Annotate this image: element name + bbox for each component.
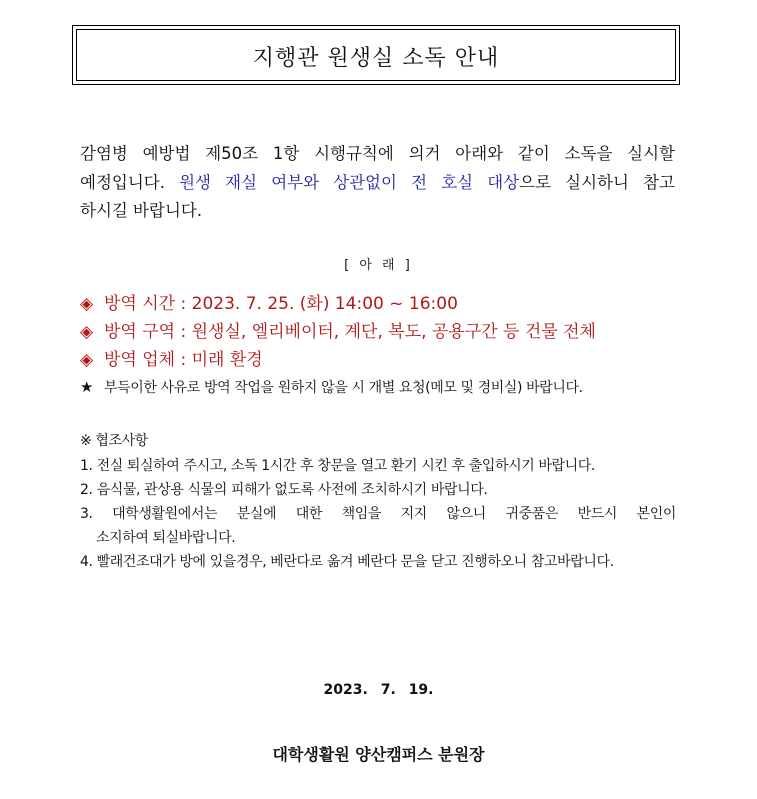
- info-list: [80, 290, 700, 399]
- info-item-company: [80, 346, 700, 374]
- document-date: 2023. 7. 19.: [323, 682, 434, 698]
- info-item-time: [80, 290, 700, 318]
- cooperation-item: 2. 음식물, 관상용 식물의 피해가 없도록 사전에 조치하시기 바랍니다.: [80, 482, 488, 498]
- intro-line-2: [80, 169, 675, 198]
- intro-line-2-start: 예정입니다.: [80, 172, 180, 192]
- cooperation-item: 3. 대학생활원에서는 분실에 대한 책임을 지지 않으니 귀중품은 반드시 본인이: [80, 506, 676, 522]
- signature: 대학생활원 양산캠퍼스 분원장: [272, 745, 485, 764]
- page-title: 지행관 원생실 소독 안내: [252, 46, 500, 71]
- notice-heading: [ 아 래 ]: [344, 258, 413, 273]
- intro-line-3: 하시길 바랍니다.: [80, 201, 203, 220]
- cooperation-item: 4. 빨래건조대가 방에 있을경우, 베란다로 옮겨 베란다 문을 닫고 진행하오니 참고바랍니다.: [80, 554, 614, 570]
- cooperation-item-continued: 소지하여 퇴실바랍니다.: [96, 530, 236, 546]
- title-box: [72, 25, 680, 85]
- diamond-bullet-icon: ◈: [80, 322, 94, 342]
- star-bullet-icon: ★: [80, 378, 94, 396]
- intro-line-2-end: 으로 실시하니 참고: [519, 172, 675, 192]
- info-item-text: 방역 시간 : 2023. 7. 25. (화) 14:00 ~ 16:00: [104, 294, 458, 314]
- intro-highlight: 원생 재실 여부와 상관없이 전 호실 대상: [179, 172, 520, 192]
- intro-line-1: 감염병 예방법 제50조 1항 시행규칙에 의거 아래와 같이 소독을 실시할: [80, 144, 675, 163]
- info-item-text: 방역 구역 : 원생실, 엘리베이터, 계단, 복도, 공용구간 등 건물 전체: [104, 322, 596, 342]
- diamond-bullet-icon: ◈: [80, 350, 94, 370]
- info-item-area: [80, 318, 700, 346]
- info-item-optout: [80, 376, 700, 399]
- cooperation-item: 1. 전실 퇴실하여 주시고, 소독 1시간 후 창문을 열고 환기 시킨 후 출입하시기 바랍니다.: [80, 458, 595, 474]
- intro-paragraph: [80, 140, 675, 226]
- diamond-bullet-icon: ◈: [80, 294, 94, 314]
- info-optout-text: 부득이한 사유로 방역 작업을 원하지 않을 시 개별 요청(메모 및 경비실) 바랍니다.: [104, 380, 583, 396]
- info-item-text: 방역 업체 : 미래 환경: [104, 350, 263, 370]
- cooperation-section: [80, 430, 676, 574]
- cooperation-heading: ※ 협조사항: [80, 433, 148, 449]
